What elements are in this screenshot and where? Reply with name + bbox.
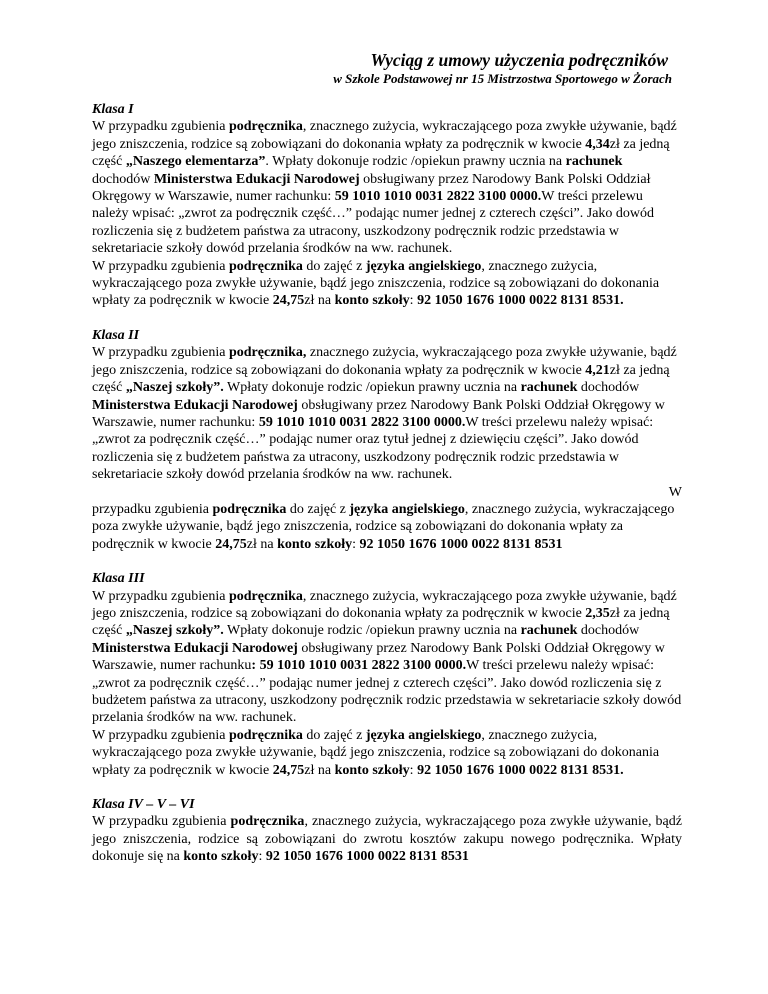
section-heading: Klasa II <box>92 327 140 343</box>
paragraph-jezyk-angielski: W przypadku zgubienia podręcznika do zajęć z języka angielskiego, znacznego zużycia, wykraczającego poza zwykłe używanie, bądź jego zniszczenia, rodzice są zobowiązani do dokonania wpłaty za podręcznik w kwocie 24,75zł na konto szkoły: 92 1050 1676 1000 0022 8131 8531. <box>92 258 660 309</box>
paragraph-podrecznik-men: W przypadku zgubienia podręcznika, znacznego zużycia, wykraczającego poza zwykłe używanie, bądź jego zniszczenia, rodzice są zobowiązani do dokonania wpłaty za podręcznik w kwocie 2,35zł za jedną część „Naszej szkoły”. Wpłaty dokonuje rodzic /opiekun prawny ucznia na rachunek dochodów Ministerstwa Edukacji Narodowej obsługiwany przez Narodowy Bank Polski Oddział Okręgowy w Warszawie, numer rachunku: 59 1010 1010 0031 2822 3100 0000.W treści przelewu należy wpisać: „zwrot za podręcznik część…” podając numer jednej z czterech części”. Jako dowód rozliczenia się z budżetem państwa za utracony, uszkodzony podręcznik rodzic przedstawia w sekretariacie szkoły dowód przelania środków na ww. rachunek. <box>92 588 682 726</box>
stray-w-letter: W <box>668 484 682 500</box>
paragraph-zwrot-kosztow: W przypadku zgubienia podręcznika, znacznego zużycia, wykraczającego poza zwykłe używanie, bądź jego zniszczenia, rodzice są zobowiązani do zwrotu kosztów zakupu nowego podręcznika. Wpłaty dokonuje się na konto szkoły: 92 1050 1676 1000 0022 8131 8531 <box>92 814 682 865</box>
section-klasa-4-6 <box>92 796 682 866</box>
section-heading: Klasa I <box>92 102 134 117</box>
document-title: Wyciąg z umowy użyczenia podręczników <box>370 50 668 70</box>
paragraph-podrecznik-men: W przypadku zgubienia podręcznika, znacznego zużycia, wykraczającego poza zwykłe używanie, bądź jego zniszczenia, rodzice są zobowiązani do dokonania wpłaty za podręcznik w kwocie 4,21zł za jedną część „Naszej szkoły”. Wpłaty dokonuje rodzic /opiekun prawny ucznia na rachunek dochodów Ministerstwa Edukacji Narodowej obsługiwany przez Narodowy Bank Polski Oddział Okręgowy w Warszawie, numer rachunku: 59 1010 1010 0031 2822 3100 0000.W treści przelewu należy wpisać: „zwrot za podręcznik część…” podając numer oraz tytuł jednej z dziewięciu części”. Jako dowód rozliczenia się z budżetem państwa za utracony, uszkodzony podręcznik rodzic przedstawia w sekretariacie szkoły dowód przelania środków na ww. rachunek. W <box>92 345 682 500</box>
section-klasa-1 <box>92 101 682 310</box>
section-klasa-2 <box>92 327 682 553</box>
document-body <box>92 101 682 883</box>
paragraph-podrecznik-men: W przypadku zgubienia podręcznika, znacznego zużycia, wykraczającego poza zwykłe używanie, bądź jego zniszczenia, rodzice są zobowiązani do dokonania wpłaty za podręcznik w kwocie 4,34zł za jedną część „Naszego elementarza”. Wpłaty dokonuje rodzic /opiekun prawny ucznia na rachunek dochodów Ministerstwa Edukacji Narodowej obsługiwany przez Narodowy Bank Polski Oddział Okręgowy w Warszawie, numer rachunku: 59 1010 1010 0031 2822 3100 0000.W treści przelewu należy wpisać: „zwrot za podręcznik część…” podając numer jednej z czterech części”. Jako dowód rozliczenia się z budżetem państwa za utracony, uszkodzony podręcznik rodzic przedstawia w sekretariacie szkoły dowód przelania środków na ww. rachunek. <box>92 119 677 257</box>
section-klasa-3 <box>92 570 682 779</box>
paragraph-jezyk-angielski: przypadku zgubienia podręcznika do zajęć z języka angielskiego, znacznego zużycia, wykraczającego poza zwykłe używanie, bądź jego zniszczenia, rodzice są zobowiązani do dokonania wpłaty za podręcznik w kwocie 24,75zł na konto szkoły: 92 1050 1676 1000 0022 8131 8531 <box>92 501 675 552</box>
paragraph-jezyk-angielski: W przypadku zgubienia podręcznika do zajęć z języka angielskiego, znacznego zużycia, wykraczającego poza zwykłe używanie, bądź jego zniszczenia, rodzice są zobowiązani do dokonania wpłaty za podręcznik w kwocie 24,75zł na konto szkoły: 92 1050 1676 1000 0022 8131 8531. <box>92 727 660 778</box>
section-heading: Klasa III <box>92 571 145 587</box>
section-heading: Klasa IV – V – VI <box>92 797 195 813</box>
document-subtitle: w Szkole Podstawowej nr 15 Mistrzostwa Sportowego w Żorach <box>333 71 672 86</box>
